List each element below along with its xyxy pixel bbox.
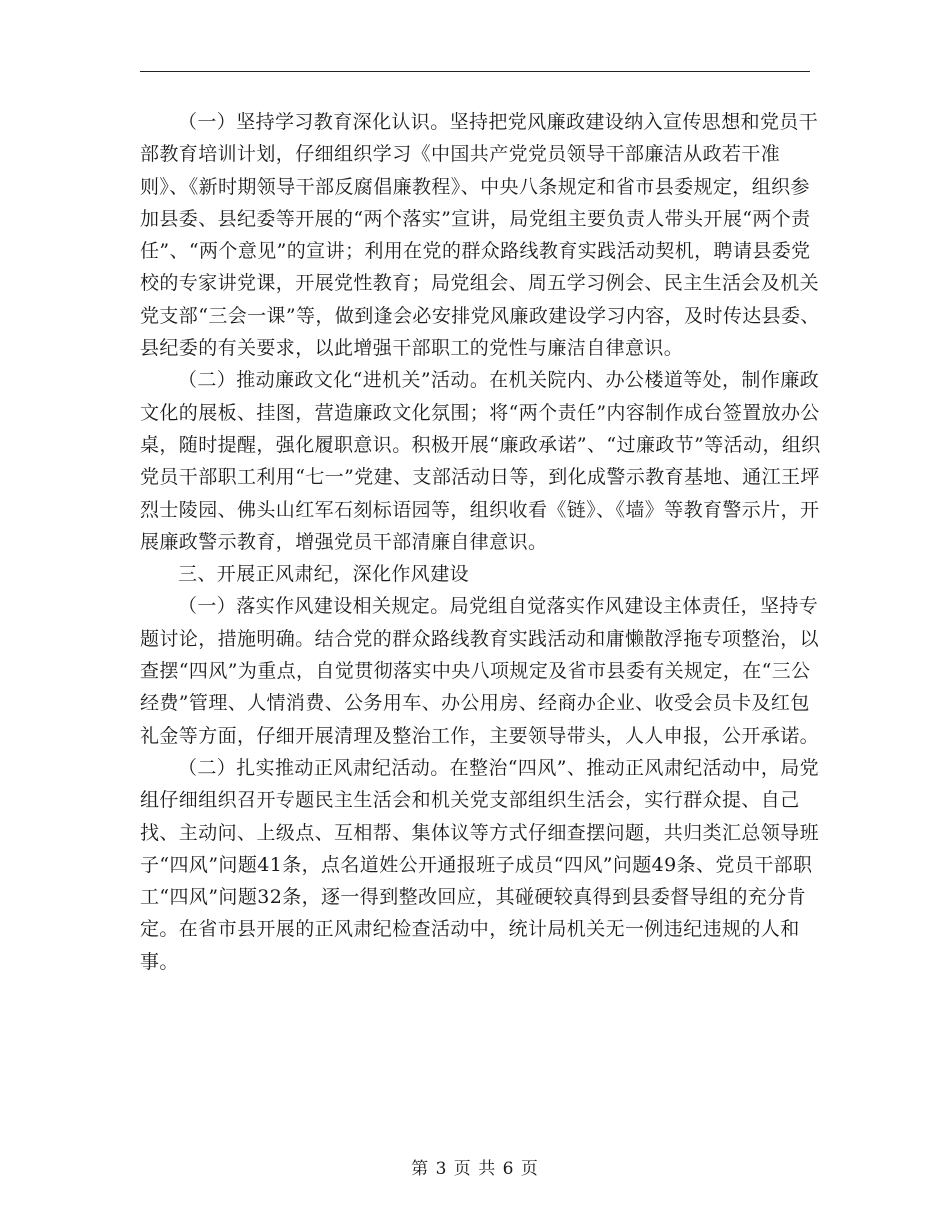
paragraph-style-rules: （一）落实作风建设相关规定。局党组自觉落实作风建设主体责任，坚持专题讨论，措施明确。结合党的群众路线教育实践活动和庸懒散浮拖专项整治，以查摆“四风”为重点，自觉贯彻落实中央八项规定及省市县委有关规定，在“三公经费”管理、人情消费、公务用车、办公用房、经商办企业、收受会员卡及红包礼金等方面，仔细开展清理及整治工作，主要领导带头，人人申报，公开承诺。 bbox=[140, 595, 820, 747]
paragraph-study-education: （一）坚持学习教育深化认识。坚持把党风廉政建设纳入宣传思想和党员干部教育培训计划，仔细组织学习《中国共产党党员领导干部廉洁从政若干准则》、《新时期领导干部反腐倡廉教程》、中央八条规定和省市县委规定，组织参加县委、县纪委等开展的“两个落实”宣讲，局党组主要负责人带头开展“两个责任”、“两个意见”的宣讲；利用在党的群众路线教育实践活动契机，聘请县委党校的专家讲党课，开展党性教育；局党组会、周五学习例会、民主生活会及机关党支部“三会一课”等，做到逢会必安排党风廉政建设学习内容，及时传达县委、县纪委的有关要求，以此增强干部职工的党性与廉洁自律意识。 bbox=[140, 111, 820, 360]
paragraph-discipline-activity: （二）扎实推动正风肃纪活动。在整治“四风”、推动正风肃纪活动中，局党组仔细组织召开专题民主生活会和机关党支部组织生活会，实行群众提、自己找、主动问、上级点、互相帮、集体议等方式仔细查摆问题，共归类汇总领导班子“四风”问题41条，点名道姓公开通报班子成员“四风”问题49条、党员干部职工“四风”问题32条，逐一得到整改回应，其碰硬较真得到县委督导组的充分肯定。在省市县开展的正风肃纪检查活动中，统计局机关无一例违纪违规的人和事。 bbox=[140, 756, 820, 973]
section-heading-3: 三、开展正风肃纪，深化作风建设 bbox=[178, 563, 470, 586]
header-rule bbox=[140, 71, 810, 72]
page-number: 第 3 页 共 6 页 bbox=[411, 1159, 539, 1179]
body-text bbox=[140, 106, 828, 978]
paragraph-clean-culture: （二）推动廉政文化“进机关”活动。在机关院内、办公楼道等处，制作廉政文化的展板、挂图，营造廉政文化氛围；将“两个责任”内容制作成台签置放办公桌，随时提醒，强化履职意识。积极开展“廉政承诺”、“过廉政节”等活动，组织党员干部职工利用“七一”党建、支部活动日等，到化成警示教育基地、通江王坪烈士陵园、佛头山红军石刻标语园等，组织收看《链》、《墙》等教育警示片，开展廉政警示教育，增强党员干部清廉自律意识。 bbox=[140, 369, 821, 553]
